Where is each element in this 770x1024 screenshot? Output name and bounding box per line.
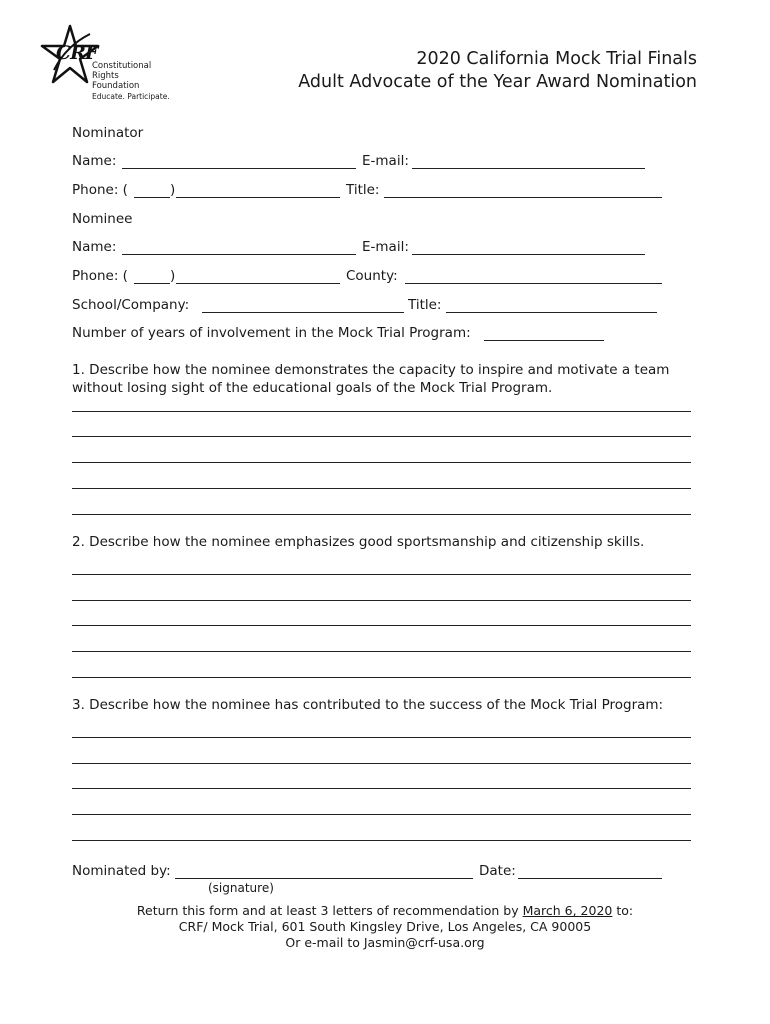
nominee-phone-label: Phone: ( <box>72 268 128 284</box>
deadline-date: March 6, 2020 <box>522 903 613 918</box>
nominator-phone-label: Phone: ( <box>72 182 128 198</box>
org-name-line2: Rights <box>92 71 119 81</box>
nominee-name-label: Name: <box>72 239 117 255</box>
page-title-line2: Adult Advocate of the Year Award Nomination <box>298 72 697 92</box>
question-2: 2. Describe how the nominee emphasizes good sportsmanship and citizenship skills. <box>72 534 645 550</box>
answer-3-line[interactable] <box>72 788 691 789</box>
years-involvement-label: Number of years of involvement in the Mock Trial Program: <box>72 325 471 341</box>
answer-1-line[interactable] <box>72 436 691 437</box>
nominee-phone-area-field[interactable] <box>134 283 170 284</box>
return-prefix: Return this form and at least 3 letters of recommendation by <box>136 903 523 918</box>
nominee-email-field[interactable] <box>412 254 645 255</box>
years-involvement-field[interactable] <box>484 340 604 341</box>
nominee-school-field[interactable] <box>202 312 404 313</box>
answer-3-line[interactable] <box>72 840 691 841</box>
nominee-email-label: E-mail: <box>362 239 409 255</box>
nominator-name-label: Name: <box>72 153 117 169</box>
answer-2-line[interactable] <box>72 625 691 626</box>
logo-monogram: CRF <box>56 42 98 64</box>
nominator-phone-close: ) <box>170 182 176 198</box>
mailing-address: CRF/ Mock Trial, 601 South Kingsley Drive, Los Angeles, CA 90005 <box>178 919 592 934</box>
nominee-heading: Nominee <box>72 211 133 227</box>
date-label: Date: <box>479 863 516 879</box>
answer-2-line[interactable] <box>72 677 691 678</box>
answer-3-line[interactable] <box>72 763 691 764</box>
nominee-county-label: County: <box>346 268 398 284</box>
nominee-name-field[interactable] <box>122 254 356 255</box>
nominator-phone-area-field[interactable] <box>134 197 170 198</box>
nominator-phone-field[interactable] <box>176 197 340 198</box>
signature-caption: (signature) <box>208 881 274 895</box>
nominator-heading: Nominator <box>72 125 144 141</box>
date-field[interactable] <box>518 878 662 879</box>
answer-1-line[interactable] <box>72 462 691 463</box>
question-1-line2: without losing sight of the educational goals of the Mock Trial Program. <box>72 380 553 396</box>
question-1-line1: 1. Describe how the nominee demonstrates the capacity to inspire and motivate a team <box>72 362 670 378</box>
nominator-email-label: E-mail: <box>362 153 409 169</box>
nominee-title-field[interactable] <box>446 312 657 313</box>
answer-2-line[interactable] <box>72 600 691 601</box>
org-tagline: Educate. Participate. <box>92 92 170 101</box>
email-instructions[interactable]: Or e-mail to Jasmin@crf-usa.org <box>285 935 485 950</box>
answer-1-line[interactable] <box>72 411 691 412</box>
nominator-name-field[interactable] <box>122 168 356 169</box>
nominator-email-field[interactable] <box>412 168 645 169</box>
answer-1-line[interactable] <box>72 488 691 489</box>
nominee-county-field[interactable] <box>405 283 662 284</box>
nominator-title-field[interactable] <box>384 197 662 198</box>
nominator-title-label: Title: <box>346 182 380 198</box>
nominee-phone-field[interactable] <box>176 283 340 284</box>
return-suffix: to: <box>612 903 634 918</box>
nominee-phone-close: ) <box>170 268 176 284</box>
answer-2-line[interactable] <box>72 651 691 652</box>
answer-1-line[interactable] <box>72 514 691 515</box>
org-name-line3: Foundation <box>92 81 140 91</box>
nominated-by-label: Nominated by: <box>72 863 171 879</box>
signature-field[interactable] <box>175 878 473 879</box>
return-instructions <box>0 903 770 919</box>
answer-3-line[interactable] <box>72 737 691 738</box>
page-title-line1: 2020 California Mock Trial Finals <box>416 49 697 69</box>
nominee-school-label: School/Company: <box>72 297 190 313</box>
org-name-line1: Constitutional <box>92 61 152 71</box>
nominee-title-label: Title: <box>408 297 442 313</box>
question-3: 3. Describe how the nominee has contributed to the success of the Mock Trial Program: <box>72 697 664 713</box>
answer-3-line[interactable] <box>72 814 691 815</box>
answer-2-line[interactable] <box>72 574 691 575</box>
